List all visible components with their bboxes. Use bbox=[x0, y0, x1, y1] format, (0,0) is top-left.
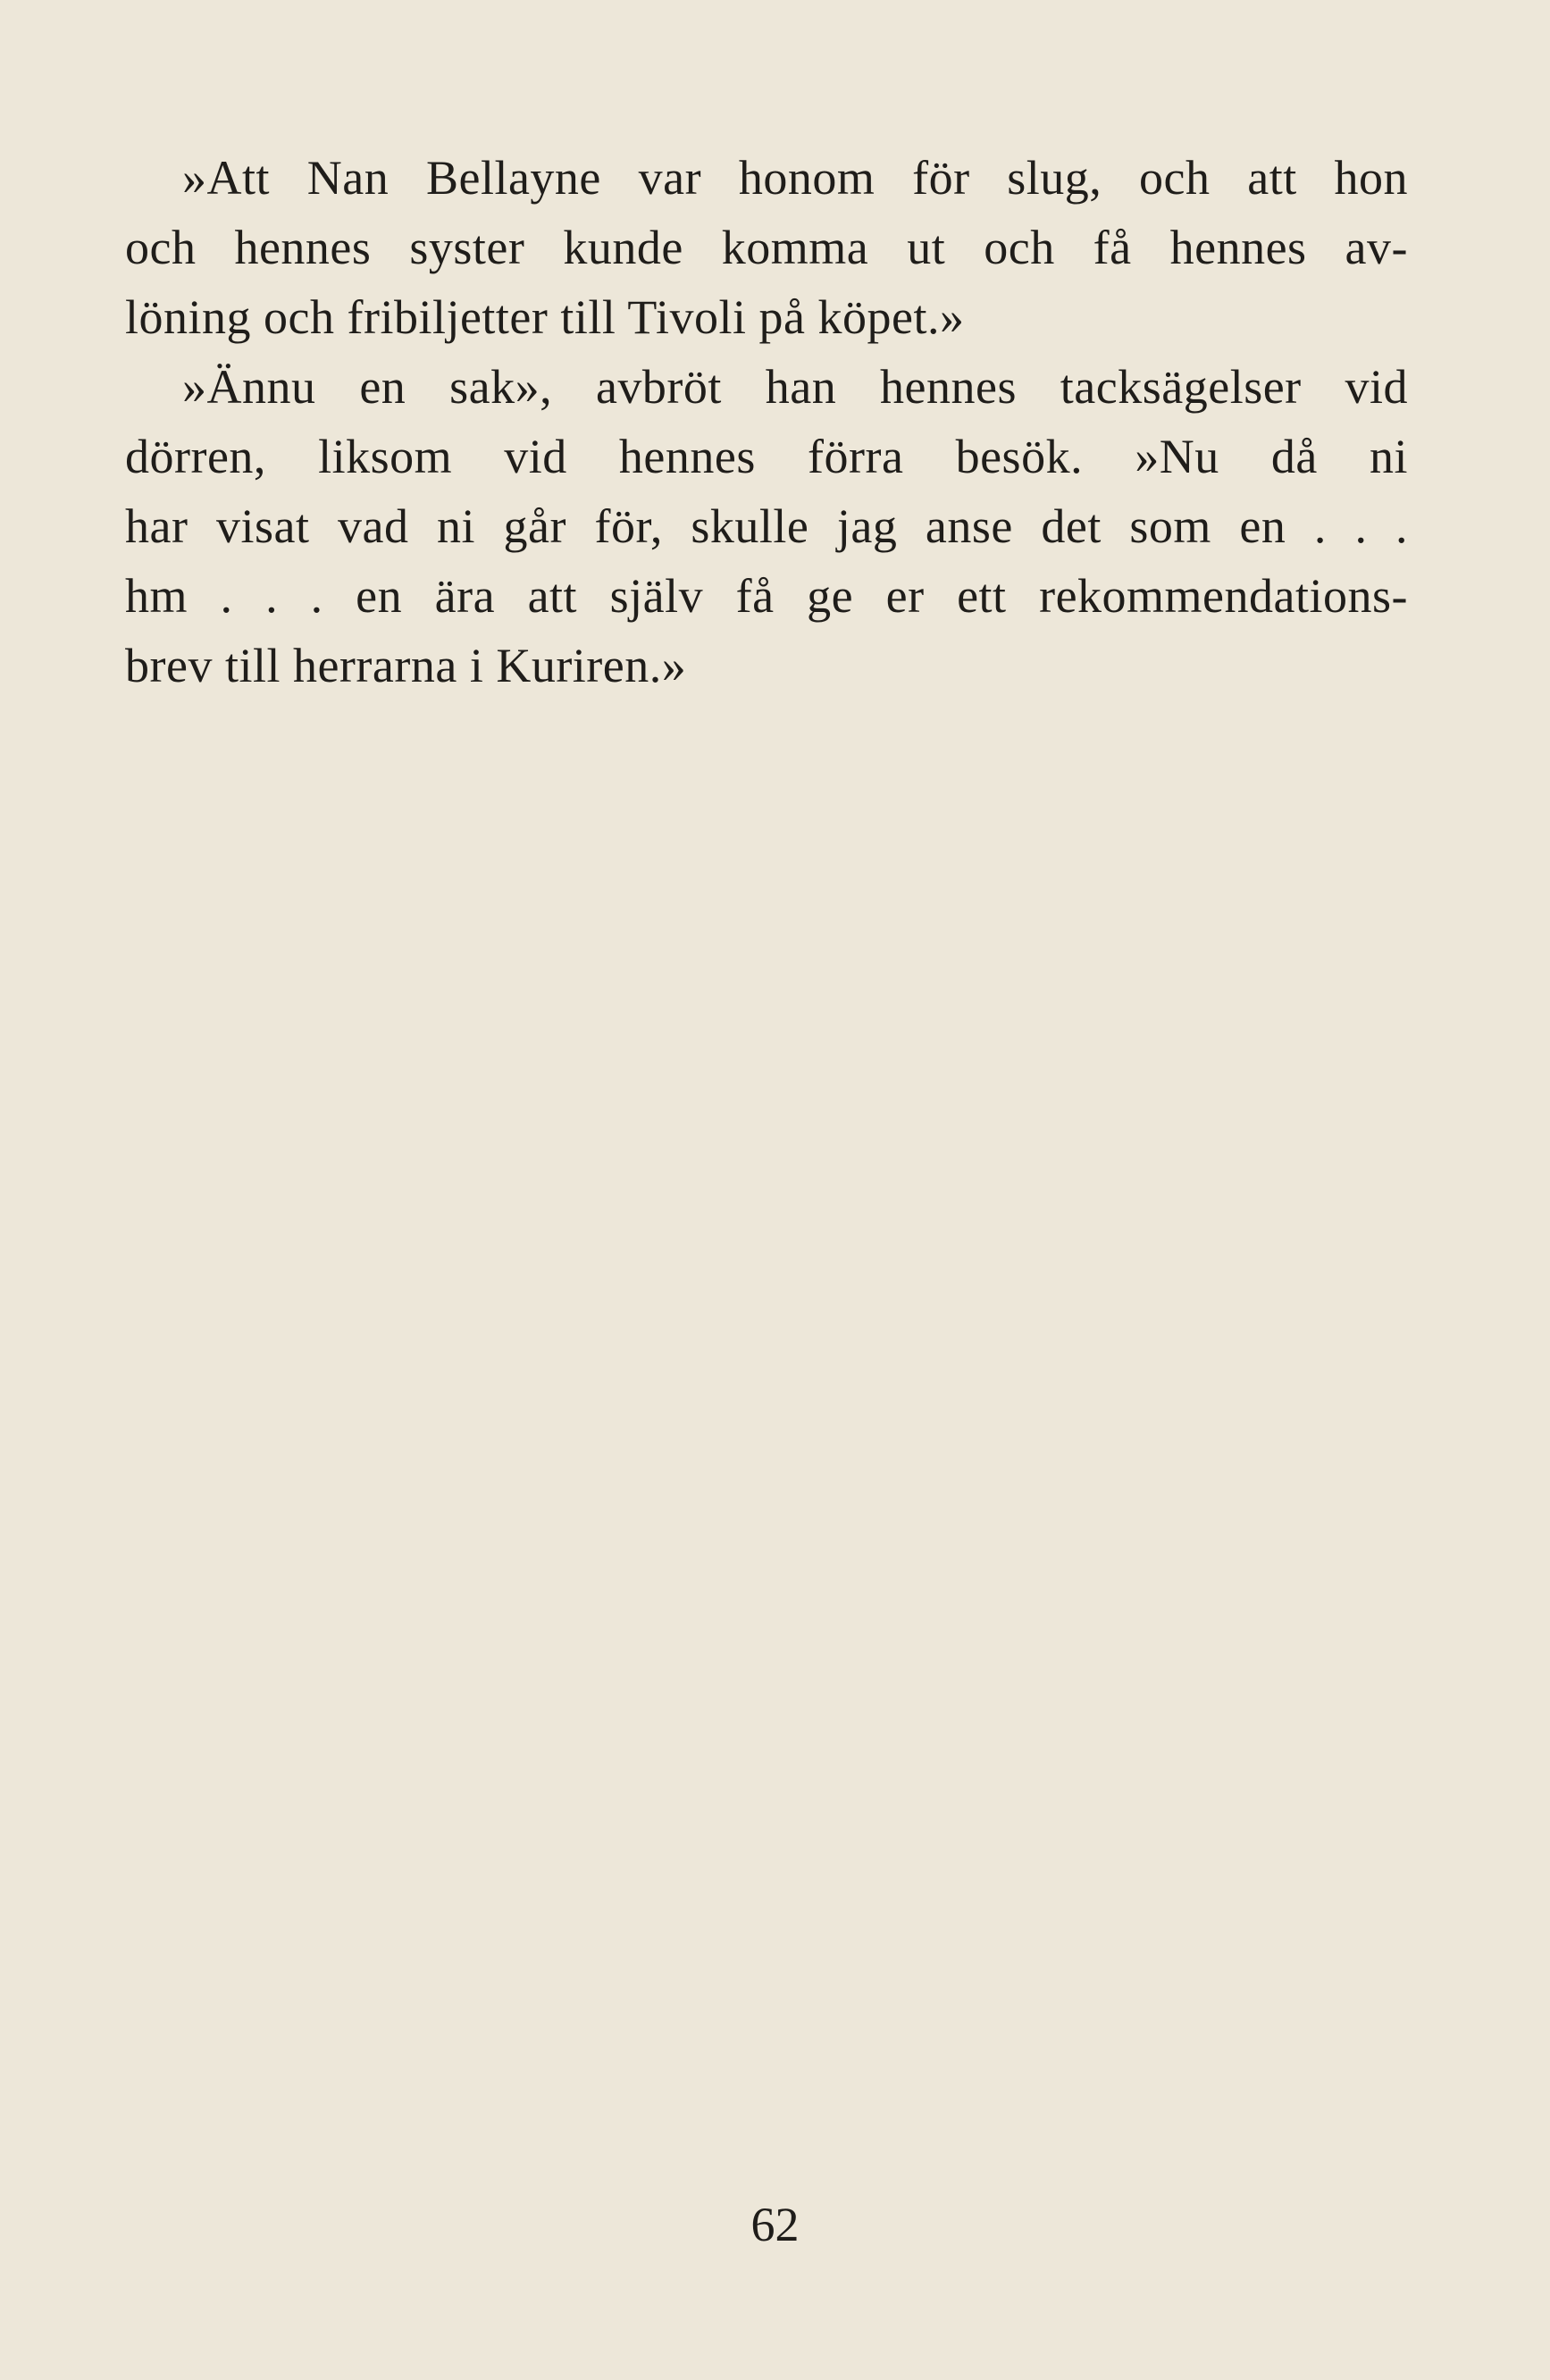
text-line: »Ännu en sak», avbröt han hennes tacksägelser vid bbox=[182, 360, 1408, 414]
text-line: och hennes syster kunde komma ut och få hennes av- bbox=[125, 221, 1408, 274]
text-line: löning och fribiljetter till Tivoli på köpet.» bbox=[125, 290, 965, 344]
text-line: brev till herrarna i Kuriren.» bbox=[125, 639, 687, 692]
text-line: dörren, liksom vid hennes förra besök. »Nu då ni bbox=[125, 430, 1408, 483]
page-number: 62 bbox=[750, 2198, 800, 2251]
body-text bbox=[125, 143, 1408, 700]
text-line: »Att Nan Bellayne var honom för slug, och att hon bbox=[182, 151, 1408, 205]
text-line: hm . . . en ära att själv få ge er ett rekommendations- bbox=[125, 569, 1408, 623]
text-line: har visat vad ni går för, skulle jag anse det som en . . . bbox=[125, 499, 1408, 553]
